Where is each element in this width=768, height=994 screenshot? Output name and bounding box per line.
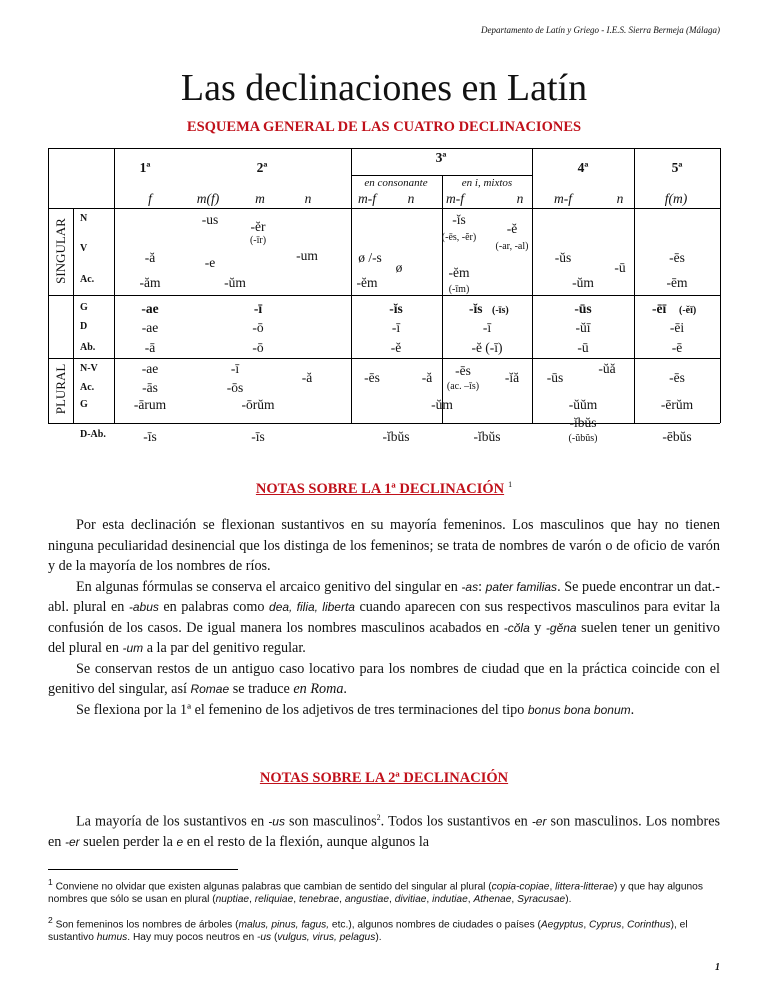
case-label: Ab. <box>80 342 96 353</box>
cell: -ārum <box>133 397 167 412</box>
gender-header: m-f <box>446 191 464 206</box>
cell: -ĭbŭs <box>569 415 597 430</box>
cell: -ĕ <box>390 340 402 355</box>
cell: -ī <box>253 301 263 316</box>
cell: -ās <box>142 380 158 395</box>
cell: -ae <box>141 361 159 376</box>
cell: -ĭbŭs <box>382 429 410 444</box>
cell: -ēs <box>364 370 380 385</box>
running-header: Departamento de Latín y Griego - I.E.S. Sierra Bermeja (Málaga) <box>481 25 720 35</box>
page-number: 1 <box>715 962 720 973</box>
cell-note: (ac. –īs) <box>446 381 480 392</box>
cell: -ŭs <box>554 250 572 265</box>
cell: -ū <box>614 260 626 275</box>
cell: -ā <box>144 340 156 355</box>
cell: -e <box>204 255 216 270</box>
case-label: V <box>80 243 88 254</box>
cell: -ae <box>141 320 159 335</box>
cell: -ŭm <box>224 275 246 290</box>
cell: -īs <box>143 429 157 444</box>
cell: -ēm <box>666 275 688 290</box>
cell: -ū <box>577 340 589 355</box>
cell: ø <box>395 260 403 275</box>
gender-header: m <box>255 191 265 206</box>
cell: -ūs <box>574 301 592 316</box>
cell: -ŭm <box>572 275 594 290</box>
footnote-2: $^2$ Son femeninos los nombres de árboles (malus, pinus, fagus, etc.), algunos nombres de ciudades o países (Aegyptus, Cyprus, Corinthus), el sustantivo humus. Hay muy pocos neutros en -us (vulgus, virus, pelagus). <box>48 915 688 943</box>
cell: -ŭm <box>431 397 453 412</box>
paragraph: Se conservan restos de un antiguo caso locativo para los nombres de ciudad que en la práctica coincide con el genitivo del singular, así Romae se traduce en Roma. <box>48 660 720 697</box>
decl-header-1: 1ª <box>139 160 151 175</box>
cell: -ī <box>230 361 240 376</box>
case-label: D-Ab. <box>80 429 106 440</box>
gender-header: n <box>304 191 312 206</box>
gender-header: n <box>407 191 415 206</box>
gender-header: n <box>516 191 524 206</box>
paragraph: La mayoría de los sustantivos en -us son masculinos$^2$. Todos los sustantivos en -er son masculinos. Los nombres en -er suelen perder la e en el resto de la flexión, aunque algunos la <box>48 813 721 851</box>
cell: -ĕm <box>356 275 378 290</box>
cell: -ĕ (-ī) <box>471 340 503 355</box>
cell: -ērŭm <box>660 397 694 412</box>
footnote-separator <box>48 869 238 870</box>
cell: -ĕm <box>448 265 470 280</box>
cell: -ēs <box>455 363 471 378</box>
decl-header-2: 2ª <box>256 160 268 175</box>
gender-header: n <box>616 191 624 206</box>
cell: -ī <box>482 320 492 335</box>
case-label: G <box>80 302 88 313</box>
gender-header: m-f <box>554 191 572 206</box>
cell: -īs <box>251 429 265 444</box>
cell-note: (-īr) <box>249 235 267 246</box>
case-label: Ac. <box>80 382 95 393</box>
cell: -ĕr <box>250 219 266 234</box>
cell: -ŭī <box>575 320 591 335</box>
cell: -ūs <box>546 370 564 385</box>
cell: -ă <box>301 370 313 385</box>
cell: -ē <box>671 340 683 355</box>
notes2-body <box>48 808 720 853</box>
table-subtitle: ESQUEMA GENERAL DE LAS CUATRO DECLINACIONES <box>186 119 582 135</box>
decl-header-3: 3ª <box>435 150 447 165</box>
case-label: N <box>80 213 88 224</box>
gender-header: m-f <box>358 191 376 206</box>
cell: -ōs <box>226 380 244 395</box>
cell: -ŭă <box>598 361 616 376</box>
case-label: D <box>80 321 88 332</box>
gender-header: m(f) <box>196 191 220 206</box>
cell: -ă <box>421 370 433 385</box>
sub-i-mixed: en i, mixtos <box>461 177 513 189</box>
cell: -ī <box>391 320 401 335</box>
notes2-heading: NOTAS SOBRE LA 2ª DECLINACIÓN <box>259 770 509 786</box>
paragraph: En algunas fórmulas se conserva el arcaico genitivo del singular en -as: pater familias. Se puede encontrar un dat.-abl. plural en -abus en palabras como dea, filia, liberta cuando aparecen con sus respectivos masculinos para evitar la confusión de los casos. De igual manera los nombres masculinos acabados en -cŏla y -gĕna suelen tener un genitivo del plural en -um a la par del genitivo regular. <box>48 578 720 656</box>
cell: -ĭă <box>504 370 520 385</box>
sub-consonant: en consonante <box>364 177 428 189</box>
gender-header: f(m) <box>664 191 688 206</box>
cell: -ĭbŭs <box>473 429 501 444</box>
cell: -ō <box>252 320 264 335</box>
cell: -us <box>201 212 219 227</box>
cell: -ăm <box>139 275 161 290</box>
cell: -ă <box>144 250 156 265</box>
cell: ø /-s <box>358 250 382 265</box>
cell-note: (-ĕī) <box>679 305 697 316</box>
cell: -ae <box>141 301 159 316</box>
gender-header: f <box>148 191 152 206</box>
singular-label: SINGULAR <box>53 218 68 284</box>
footnote-1: $^1$ Conviene no olvidar que existen algunas palabras que cambian de sentido del singular al plural (copia-copiae, littera-litterae) y que hay algunos nombres que sólo se usan en plural (nuptiae, reliquiae, tenebrae, angustiae, divitiae, indutiae, Athenae, Syracusae). <box>48 877 703 905</box>
cell-note: (-ar, -al) <box>495 241 529 252</box>
cell: -ĭs <box>389 301 403 316</box>
cell: -ĕ <box>506 221 518 236</box>
decl-header-4: 4ª <box>577 160 589 175</box>
cell-note: (-ēs, -ĕr) <box>441 232 477 243</box>
decl-header-5: 5ª <box>671 160 683 175</box>
case-label: G <box>80 399 88 410</box>
case-label: N-V <box>80 363 98 374</box>
notes1-body <box>48 515 720 720</box>
page-title: Las declinaciones en Latín <box>180 67 588 109</box>
cell-note: (-īs) <box>492 305 509 316</box>
notes1-heading: NOTAS SOBRE LA 1ª DECLINACIÓN $^1$ <box>255 480 513 497</box>
cell: -ēi <box>669 320 685 335</box>
cell: -um <box>296 248 318 263</box>
cell: -ēs <box>669 370 685 385</box>
cell: -ōrŭm <box>241 397 275 412</box>
cell-note: (-īm) <box>448 284 470 295</box>
cell: -ō <box>252 340 264 355</box>
paragraph: Se flexiona por la 1ª el femenino de los adjetivos de tres terminaciones del tipo bonus bona bonum. <box>76 701 635 718</box>
case-label: Ac. <box>80 274 95 285</box>
plural-label: PLURAL <box>53 363 68 415</box>
cell: -ĭs <box>469 301 483 316</box>
cell: -ēī <box>652 301 667 316</box>
cell-note: (-ŭbŭs) <box>568 433 598 444</box>
cell: -ĭs <box>452 212 466 227</box>
paragraph: Por esta declinación se flexionan sustantivos en su mayoría femeninos. Los masculinos que hay no tienen ninguna peculiaridad desinencial que los distinga de los femeninos; se trata de nombres de varón o de oficio de varón y de la mayoría de los nombres de ríos. <box>48 517 720 574</box>
cell: -ēbŭs <box>662 429 692 444</box>
cell: -ŭŭm <box>568 397 598 412</box>
cell: -ēs <box>669 250 685 265</box>
